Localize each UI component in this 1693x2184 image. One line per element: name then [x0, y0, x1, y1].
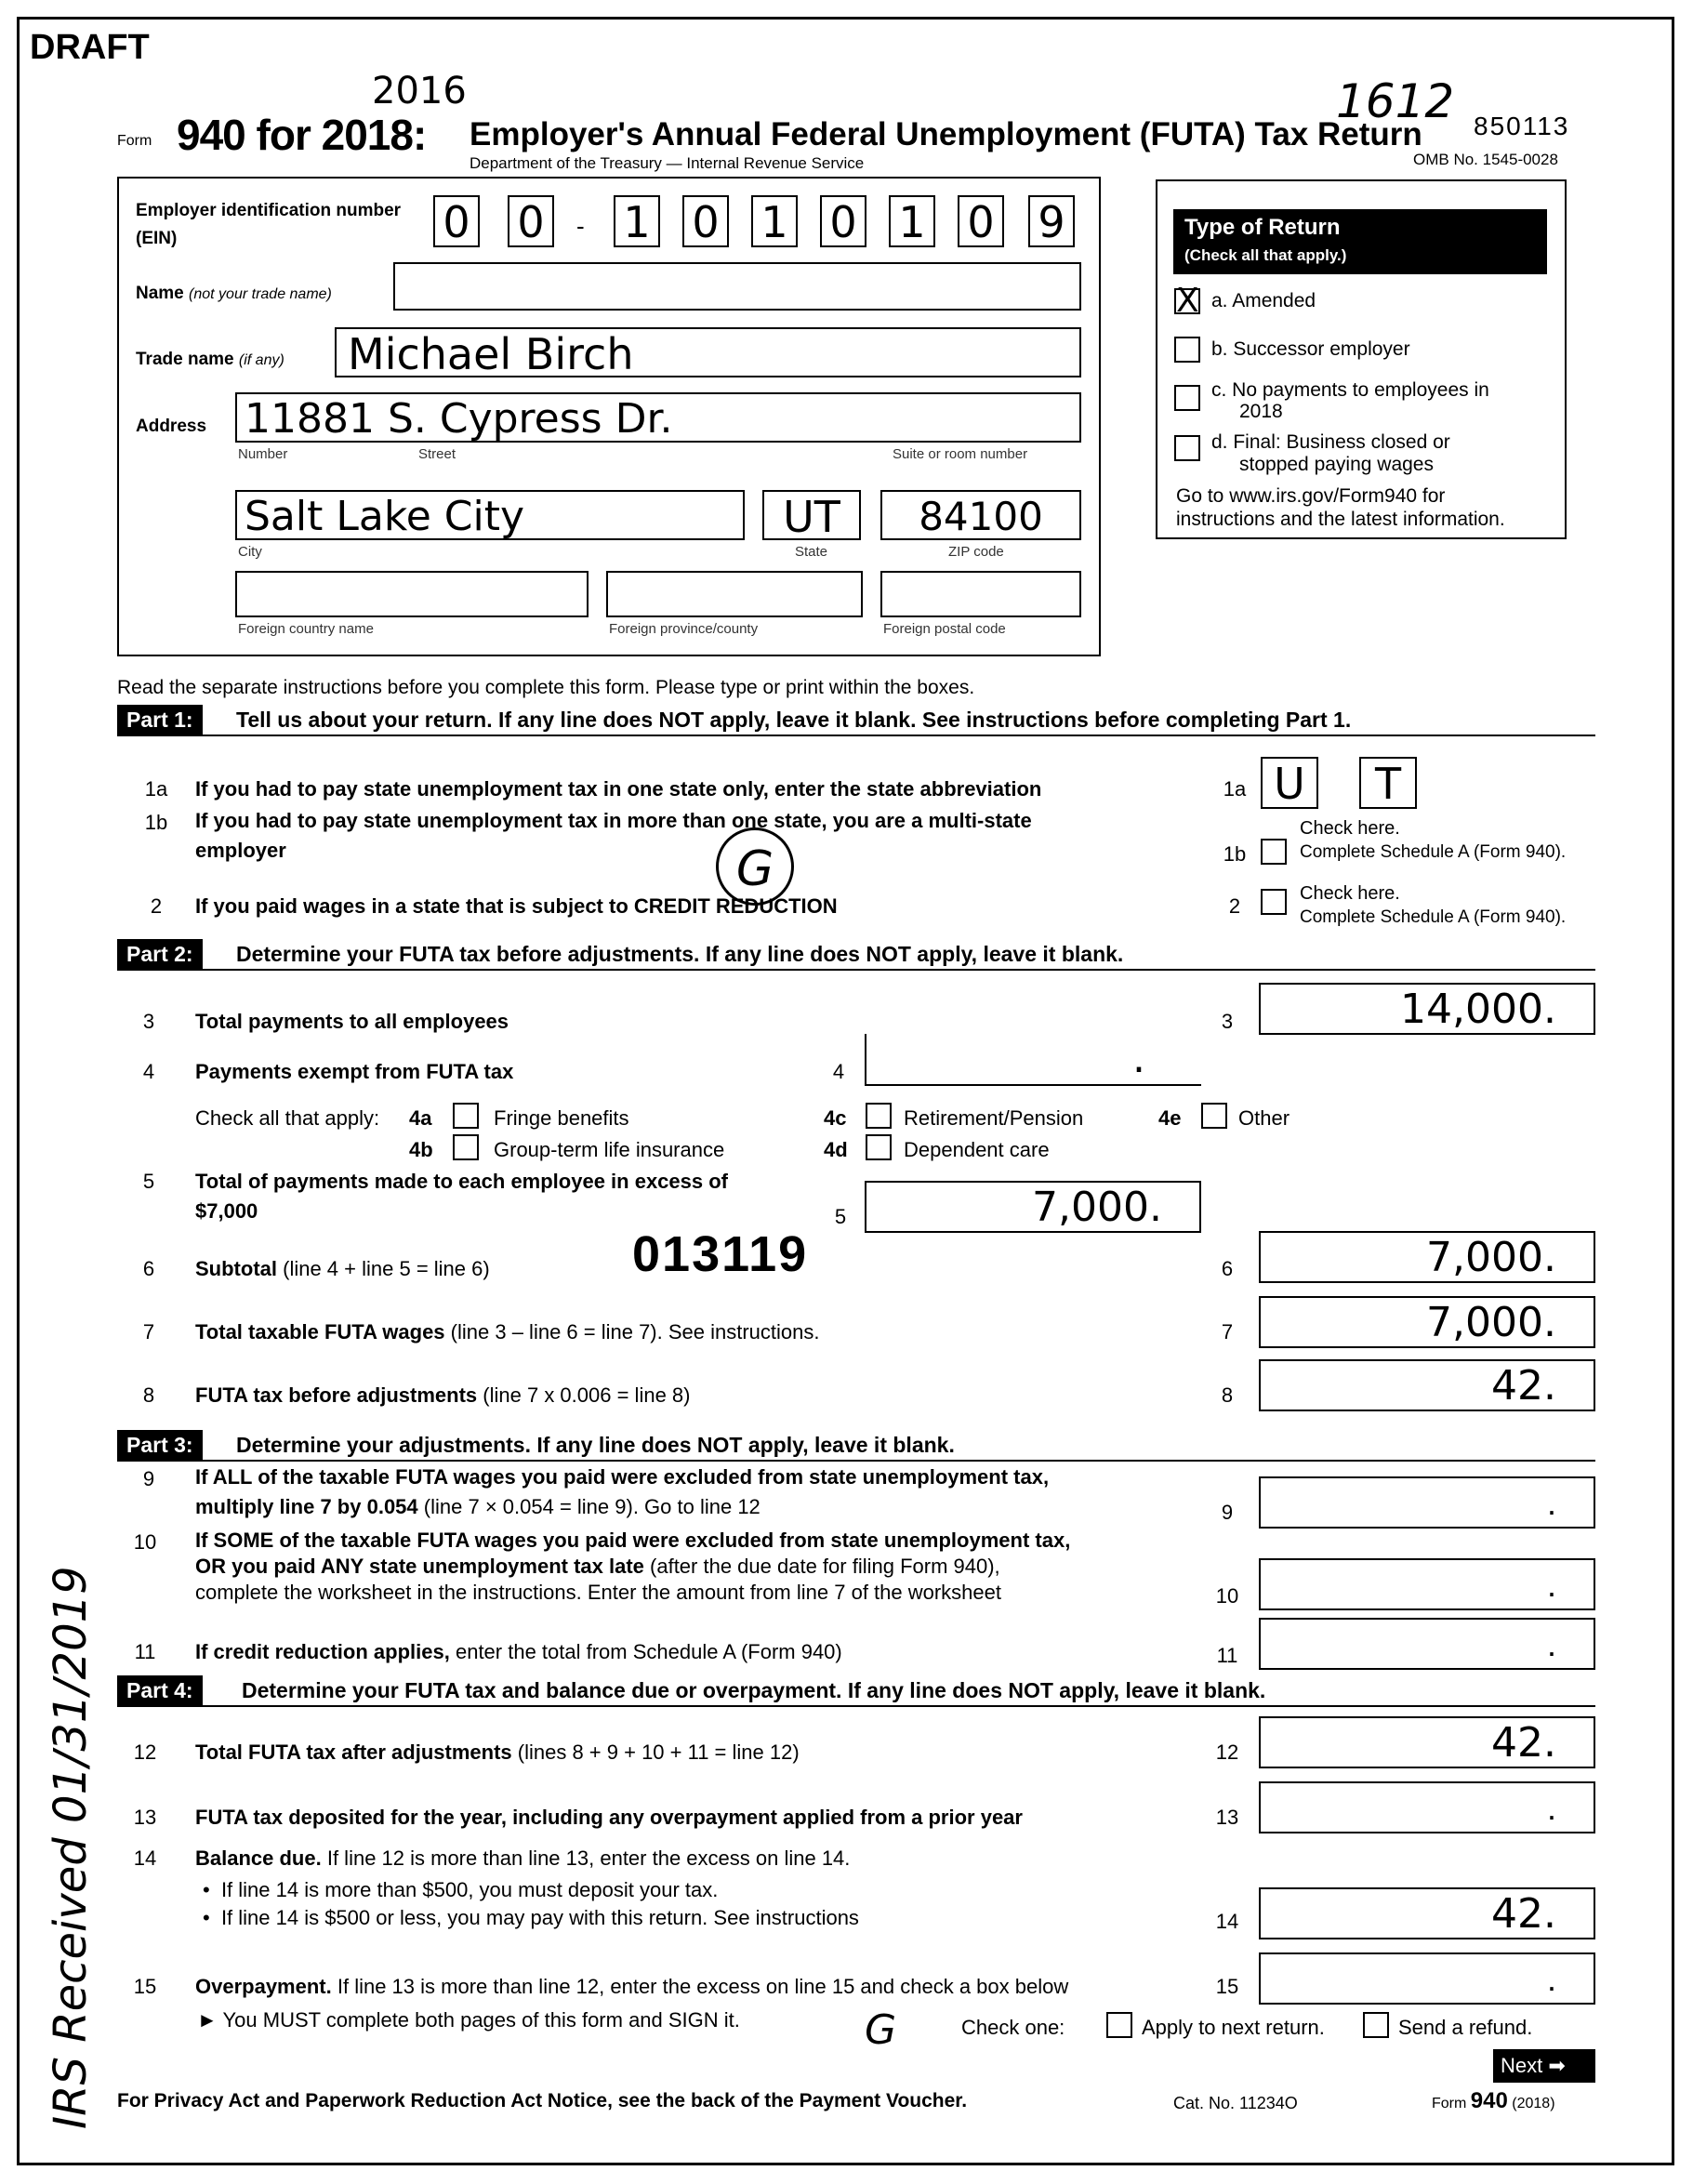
line-num: 6 — [142, 1257, 155, 1280]
type-of-return-header: Type of Return (Check all that apply.) — [1173, 209, 1547, 274]
line-num: 4 — [142, 1060, 155, 1083]
name-label: Name (not your trade name) — [136, 284, 332, 303]
ein-digit[interactable]: 0 — [820, 195, 866, 247]
ein-label: Employer identification number — [136, 201, 402, 220]
line11-amount[interactable]: . — [1259, 1618, 1595, 1670]
opt-4c-num: 4c — [824, 1106, 847, 1130]
send-refund-checkbox[interactable] — [1363, 2012, 1389, 2038]
line-ref: 3 — [1221, 1010, 1234, 1033]
check-all-label: Check all that apply: — [195, 1106, 380, 1130]
dln-handwritten: 1612 — [1336, 74, 1455, 128]
credit-check-label: Check here. — [1300, 883, 1400, 904]
line12-amount[interactable]: 42. — [1259, 1716, 1595, 1768]
line3-amount[interactable]: 14,000. — [1259, 983, 1595, 1035]
trade-name-field[interactable]: Michael Birch — [335, 327, 1081, 377]
send-refund-label: Send a refund. — [1398, 2016, 1533, 2039]
form-word: Form — [117, 133, 152, 149]
part4-title: Determine your FUTA tax and balance due or overpayment. If any line does NOT apply, leave it blank. — [242, 1678, 1266, 1702]
state-label: State — [795, 544, 828, 560]
line11-text: If credit reduction applies, enter the total from Schedule A (Form 940) — [195, 1640, 842, 1663]
city-label: City — [238, 544, 262, 560]
line5-amount[interactable]: 7,000. — [865, 1181, 1201, 1233]
line-ref: 15 — [1215, 1975, 1239, 1998]
line-ref: 4 — [832, 1060, 845, 1083]
line9-text2: multiply line 7 by 0.054 (line 7 × 0.054 = line 9). Go to line 12 — [195, 1495, 761, 1518]
state-abbrev-1[interactable]: U — [1261, 757, 1318, 809]
foreign-province-field[interactable] — [606, 571, 863, 617]
ein-digit[interactable]: 1 — [614, 195, 660, 247]
stamp-number: 013119 — [632, 1226, 809, 1282]
dependent-care-label: Dependent care — [904, 1138, 1050, 1161]
part1-bar — [117, 705, 1595, 736]
opt-4e-num: 4e — [1158, 1106, 1182, 1130]
part1-tag: Part 1: — [117, 705, 203, 735]
line-num: 12 — [133, 1741, 157, 1764]
line-num: 9 — [142, 1467, 155, 1490]
line-ref: 11 — [1216, 1644, 1238, 1667]
address-label: Address — [136, 417, 207, 436]
g-initial: G — [865, 2006, 897, 2054]
amended-checkbox[interactable]: X — [1176, 282, 1199, 320]
line14-text: Balance due. If line 12 is more than line 13, enter the excess on line 14. — [195, 1846, 851, 1870]
part4-tag: Part 4: — [117, 1675, 203, 1705]
no-payments-year: 2018 — [1239, 401, 1283, 422]
group-term-checkbox[interactable] — [453, 1134, 479, 1160]
line-ref: 7 — [1221, 1320, 1234, 1343]
multistate-check-label: Check here. — [1300, 818, 1400, 839]
fringe-benefits-checkbox[interactable] — [453, 1103, 479, 1129]
part2-tag: Part 2: — [117, 939, 203, 969]
ein-digit[interactable]: 0 — [682, 195, 729, 247]
fringe-benefits-label: Fringe benefits — [494, 1106, 629, 1130]
line-num: 10 — [133, 1530, 157, 1554]
part2-bar — [117, 939, 1595, 971]
foreign-province-label: Foreign province/county — [609, 621, 759, 637]
irs-received-stamp: IRS Received 01/31/2019 — [45, 1566, 97, 2129]
line3-text: Total payments to all employees — [195, 1010, 509, 1033]
part1-title: Tell us about your return. If any line does NOT apply, leave it blank. See instructions before completing Part 1. — [236, 708, 1352, 732]
line-ref: 9 — [1221, 1501, 1234, 1524]
amended-label: a. Amended — [1211, 290, 1316, 311]
successor-checkbox[interactable] — [1174, 337, 1200, 363]
line6-text: Subtotal (line 4 + line 5 = line 6) — [195, 1257, 490, 1280]
line-num: 8 — [142, 1383, 155, 1407]
apply-next-return-label: Apply to next return. — [1142, 2016, 1325, 2039]
ein-digit[interactable]: 0 — [958, 195, 1004, 247]
zip-field[interactable]: 84100 — [880, 490, 1081, 540]
omb-number: OMB No. 1545-0028 — [1413, 151, 1558, 168]
ein-digit[interactable]: 0 — [508, 195, 554, 247]
line-num: 7 — [142, 1320, 155, 1343]
city-field[interactable]: Salt Lake City — [235, 490, 745, 540]
line-num: 1b — [144, 811, 168, 834]
state-field[interactable]: UT — [762, 490, 861, 540]
foreign-country-field[interactable] — [235, 571, 589, 617]
address-field[interactable]: 11881 S. Cypress Dr. — [235, 392, 1081, 443]
line-num: 5 — [142, 1170, 155, 1193]
line-ref: 10 — [1215, 1584, 1239, 1608]
line2-text: If you paid wages in a state that is subject to CREDIT REDUCTION — [195, 894, 838, 918]
next-button[interactable]: Next ➡ — [1493, 2049, 1595, 2083]
line-num: 2 — [150, 894, 163, 918]
part3-tag: Part 3: — [117, 1430, 203, 1460]
trade-name-label: Trade name (if any) — [136, 350, 284, 369]
part2-title: Determine your FUTA tax before adjustments. If any line does NOT apply, leave it blank. — [236, 942, 1124, 966]
line-ref: 1b — [1223, 842, 1247, 866]
zip-label: ZIP code — [948, 544, 1004, 560]
opt-4b-num: 4b — [409, 1138, 433, 1161]
credit-reduction-checkbox[interactable] — [1261, 889, 1287, 915]
line14-bullet2: • If line 14 is $500 or less, you may pay with this return. See instructions — [203, 1906, 859, 1929]
line9-text: If ALL of the taxable FUTA wages you paid were excluded from state unemployment tax, — [195, 1465, 1050, 1489]
name-field[interactable] — [393, 262, 1081, 311]
retirement-checkbox[interactable] — [866, 1103, 892, 1129]
other-label: Other — [1238, 1106, 1290, 1130]
line5-text2: $7,000 — [195, 1199, 258, 1223]
ein-digit[interactable]: 0 — [433, 195, 480, 247]
line-ref: 2 — [1228, 894, 1241, 918]
line1a-text: If you had to pay state unemployment tax in one state only, enter the state abbreviation — [195, 777, 1042, 801]
line-ref: 1a — [1223, 777, 1247, 801]
ein-digit[interactable]: 1 — [889, 195, 935, 247]
retirement-label: Retirement/Pension — [904, 1106, 1084, 1130]
line-ref: 13 — [1215, 1806, 1239, 1829]
line-num: 14 — [133, 1846, 157, 1870]
line10-amount[interactable]: . — [1259, 1558, 1595, 1610]
credit-check-label2: Complete Schedule A (Form 940). — [1300, 907, 1567, 927]
line8-text: FUTA tax before adjustments (line 7 x 0.006 = line 8) — [195, 1383, 691, 1407]
line1b-text2: employer — [195, 839, 286, 862]
line-ref: 12 — [1215, 1741, 1239, 1764]
part4-bar — [117, 1675, 1595, 1707]
go-to-label: Go to www.irs.gov/Form940 for — [1176, 485, 1446, 507]
multistate-check-label2: Complete Schedule A (Form 940). — [1300, 842, 1567, 862]
group-term-label: Group-term life insurance — [494, 1138, 725, 1161]
line12-text: Total FUTA tax after adjustments (lines 8 + 9 + 10 + 11 = line 12) — [195, 1741, 800, 1764]
state-abbrev-2[interactable]: T — [1359, 757, 1417, 809]
opt-4d-num: 4d — [824, 1138, 848, 1161]
draft-label: DRAFT — [30, 28, 150, 67]
ein-digit[interactable]: 9 — [1028, 195, 1075, 247]
form-code: 850113 — [1474, 112, 1570, 140]
line-ref: 6 — [1221, 1257, 1234, 1280]
line13-text: FUTA tax deposited for the year, including any overpayment applied from a prior year — [195, 1806, 1023, 1829]
line10-text2: OR you paid ANY state unemployment tax late (after the due date for filing Form 940), — [195, 1555, 1000, 1578]
line10-text3: complete the worksheet in the instructions. Enter the amount from line 7 of the worksheet — [195, 1581, 1002, 1604]
multistate-checkbox[interactable] — [1261, 839, 1287, 865]
footer-form-id: Form 940 (2018) — [1432, 2088, 1555, 2113]
line-ref: 5 — [834, 1205, 847, 1228]
suite-label: Suite or room number — [893, 446, 1028, 462]
part3-bar — [117, 1430, 1595, 1462]
form-title-desc: Employer's Annual Federal Unemployment (FUTA) Tax Return — [470, 116, 1422, 152]
no-payments-label: c. No payments to employees in — [1211, 379, 1489, 401]
go-to-label2: instructions and the latest information. — [1176, 509, 1505, 530]
arrow-right-icon: ➡ — [1548, 2054, 1566, 2077]
line-num: 13 — [133, 1806, 157, 1829]
line-num: 3 — [142, 1010, 155, 1033]
number-label: Number — [238, 446, 288, 462]
dependent-care-checkbox[interactable] — [866, 1134, 892, 1160]
no-payments-checkbox[interactable] — [1174, 385, 1200, 411]
line9-amount[interactable]: . — [1259, 1476, 1595, 1529]
line4-amount[interactable]: . — [865, 1034, 1201, 1086]
g-stamp: G — [716, 827, 794, 906]
line-num: 11 — [134, 1640, 156, 1663]
successor-label: b. Successor employer — [1211, 338, 1410, 360]
line1b-text: If you had to pay state unemployment tax in more than one state, you are a multi-state — [195, 809, 1032, 832]
final-label: d. Final: Business closed or — [1211, 431, 1450, 453]
line-ref: 8 — [1221, 1383, 1234, 1407]
line14-bullet1: • If line 14 is more than $500, you must deposit your tax. — [203, 1878, 719, 1901]
line8-amount[interactable]: 42. — [1259, 1359, 1595, 1411]
read-instructions: Read the separate instructions before you complete this form. Please type or print within the boxes. — [117, 677, 975, 698]
foreign-postal-label: Foreign postal code — [883, 621, 1006, 637]
line13-amount[interactable]: . — [1259, 1781, 1595, 1833]
line7-text: Total taxable FUTA wages (line 3 – line 6 = line 7). See instructions. — [195, 1320, 820, 1343]
ein-label2: (EIN) — [136, 229, 178, 248]
line-num: 1a — [144, 777, 168, 801]
line7-amount[interactable]: 7,000. — [1259, 1296, 1595, 1348]
foreign-country-label: Foreign country name — [238, 621, 374, 637]
cat-no: Cat. No. 11234O — [1173, 2094, 1298, 2112]
line15-text: Overpayment. If line 13 is more than line 12, enter the excess on line 15 and check a box below — [195, 1975, 1069, 1998]
line10-text: If SOME of the taxable FUTA wages you paid were excluded from state unemployment tax, — [195, 1529, 1071, 1552]
footer-privacy: For Privacy Act and Paperwork Reduction Act Notice, see the back of the Payment Voucher. — [117, 2090, 968, 2111]
apply-next-return-checkbox[interactable] — [1106, 2012, 1132, 2038]
line4-text: Payments exempt from FUTA tax — [195, 1060, 514, 1083]
foreign-postal-field[interactable] — [880, 571, 1081, 617]
part3-title: Determine your adjustments. If any line does NOT apply, leave it blank. — [236, 1433, 955, 1457]
form-title-main: 940 for 2018: — [177, 111, 427, 159]
other-checkbox[interactable] — [1201, 1103, 1227, 1129]
final-checkbox[interactable] — [1174, 435, 1200, 461]
year-handwritten: 2016 — [372, 70, 467, 113]
street-label: Street — [418, 446, 456, 462]
line15-amount[interactable]: . — [1259, 1952, 1595, 2005]
check-one-label: Check one: — [961, 2016, 1065, 2039]
line6-amount[interactable]: 7,000. — [1259, 1231, 1595, 1283]
must-sign-note: ► You MUST complete both pages of this form and SIGN it. — [197, 2008, 740, 2032]
opt-4a-num: 4a — [409, 1106, 432, 1130]
line-ref: 14 — [1215, 1910, 1239, 1933]
department: Department of the Treasury — Internal Revenue Service — [470, 154, 865, 172]
ein-dash: - — [576, 212, 585, 240]
line-num: 15 — [133, 1975, 157, 1998]
line14-amount[interactable]: 42. — [1259, 1887, 1595, 1939]
ein-digit[interactable]: 1 — [751, 195, 798, 247]
final-label2: stopped paying wages — [1239, 454, 1434, 475]
line5-text: Total of payments made to each employee in excess of — [195, 1170, 728, 1193]
